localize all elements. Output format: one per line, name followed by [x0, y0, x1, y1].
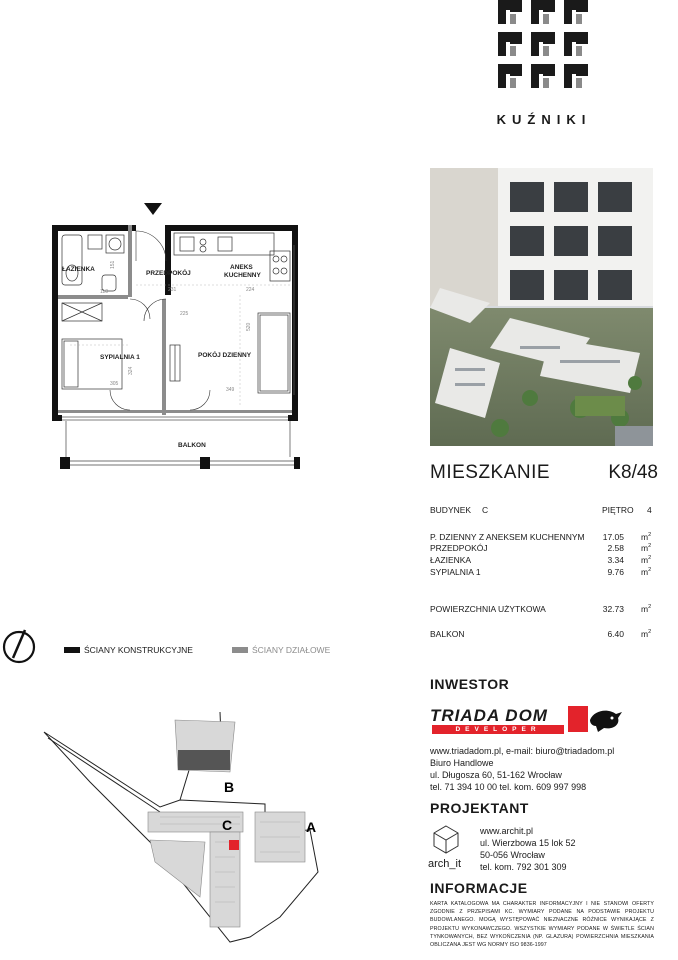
kuzniki-logo: [498, 0, 588, 96]
dim-label: 324: [128, 366, 134, 375]
apartment-code: K8/48: [608, 462, 658, 483]
floor-value: 4: [647, 505, 652, 515]
dim-label: 231: [168, 287, 177, 293]
room-label-living: POKÓJ DZIENNY: [198, 352, 252, 359]
room-name: SYPIALNIA 1: [430, 567, 481, 577]
designer-address2: 50-056 Wrocław: [480, 850, 545, 860]
area-unit: $m^2$: [641, 543, 652, 553]
balcony-area-label: BALKON: [430, 629, 465, 639]
area-unit: $m^2$: [641, 555, 652, 565]
legend-partition-label: ŚCIANY DZIAŁOWE: [252, 645, 331, 655]
brand-name: KUŹNIKI: [496, 112, 592, 127]
room-area: 3.34: [607, 555, 624, 565]
room-label-bedroom: SYPIALNIA 1: [100, 354, 140, 361]
room-name: P. DZIENNY Z ANEKSEM KUCHENNYM: [430, 532, 585, 542]
entrance-arrow-icon: [144, 203, 162, 215]
room-label-kitchen-1: ANEKS: [230, 264, 253, 271]
triada-dom-logo: TRIADA DOM DEVELOPER: [430, 706, 626, 736]
designer-heading: PROJEKTANT: [430, 800, 529, 816]
building-label-a: A: [306, 819, 317, 835]
site-map: [30, 712, 340, 947]
dim-label: 110: [100, 289, 108, 295]
investor-web-email[interactable]: www.triadadom.pl, e-mail: biuro@triadadom.pl: [430, 746, 615, 756]
floor-label: PIĘTRO: [602, 505, 634, 515]
room-label-balcony: BALKON: [178, 442, 206, 449]
room-area: 17.05: [602, 532, 624, 542]
room-name: ŁAZIENKA: [430, 555, 472, 565]
investor-address: ul. Długosza 60, 51-162 Wrocław: [430, 770, 562, 780]
info-disclaimer: KARTA KATALOGOWA MA CHARAKTER INFORMACYJNY I NIE STANOWI OFERTY ZGODNIE Z PRZEPISAMI KC. WYMIARY PODANE NA PODSTAWIE PROJEKTU BUDOWLANEGO. MOGĄ WYSTĘPOWAĆ NIEZNACZNE RÓŻNICE WYNIKAJĄCE Z PROJEKTU WYKONAWCZEGO. WSZYSTKIE WYMIARY PODANE W ŚWIETLE ŚCIAN TYNKOWANYCH, BEZ WYKOŃCZENIA (NP. GLAZURA) POWIERZCHNIA MIESZKANIA OBLICZANA JEST WG NORMY ISO 9836-1997: [430, 901, 654, 949]
info-heading: INFORMACJE: [430, 880, 528, 896]
legend-structural-swatch: [64, 647, 80, 653]
room-label-kitchen-2: KUCHENNY: [224, 272, 261, 279]
archit-cube-icon: [432, 824, 460, 854]
room-label-bathroom: ŁAZIENKA: [62, 266, 95, 273]
compass-north-icon: [2, 628, 36, 664]
building-value: C: [482, 505, 489, 515]
archit-logo-text: arch_it: [428, 858, 462, 870]
dim-label: 305: [110, 381, 119, 387]
building-label-b: B: [224, 779, 235, 795]
building-label: BUDYNEK: [430, 505, 472, 515]
designer-address1: ul. Wierzbowa 15 lok 52: [480, 838, 576, 848]
usable-area-label: POWIERZCHNIA UŻYTKOWA: [430, 604, 546, 614]
room-area: 9.76: [607, 567, 624, 577]
investor-heading: INWESTOR: [430, 676, 510, 692]
dim-label: 225: [180, 311, 189, 317]
area-unit: $m^2$: [641, 629, 652, 639]
room-name: PRZEDPOKÓJ: [430, 543, 488, 553]
dim-label: 224: [246, 287, 255, 293]
area-unit: $m^2$: [641, 567, 652, 577]
area-unit: $m^2$: [641, 604, 652, 614]
bull-logo-icon: [568, 706, 624, 734]
designer-web[interactable]: www.archit.pl: [480, 826, 534, 836]
room-area: 2.58: [607, 543, 624, 553]
dim-label: 520: [246, 322, 252, 331]
balcony-area-value: 6.40: [607, 629, 624, 639]
apartment-heading: MIESZKANIE: [430, 462, 551, 483]
building-visualization-photo: [430, 168, 653, 446]
usable-area-value: 32.73: [602, 604, 624, 614]
area-unit: $m^2$: [641, 532, 652, 542]
investor-phones: tel. 71 394 10 00 tel. kom. 609 997 998: [430, 782, 587, 792]
apartment-location-marker: [229, 840, 239, 850]
legend-partition-swatch: [232, 647, 248, 653]
apartment-title-row: [430, 462, 658, 490]
room-label-hall: PRZEDPOKÓJ: [146, 270, 191, 277]
dim-label: 349: [226, 387, 235, 393]
building-label-c: C: [222, 817, 233, 833]
investor-office: Biuro Handlowe: [430, 758, 494, 768]
dim-label: 151: [110, 260, 116, 269]
floor-plan: [40, 195, 300, 480]
legend-structural-label: ŚCIANY KONSTRUKCYJNE: [84, 645, 193, 655]
designer-phone: tel. kom. 792 301 309: [480, 862, 567, 872]
